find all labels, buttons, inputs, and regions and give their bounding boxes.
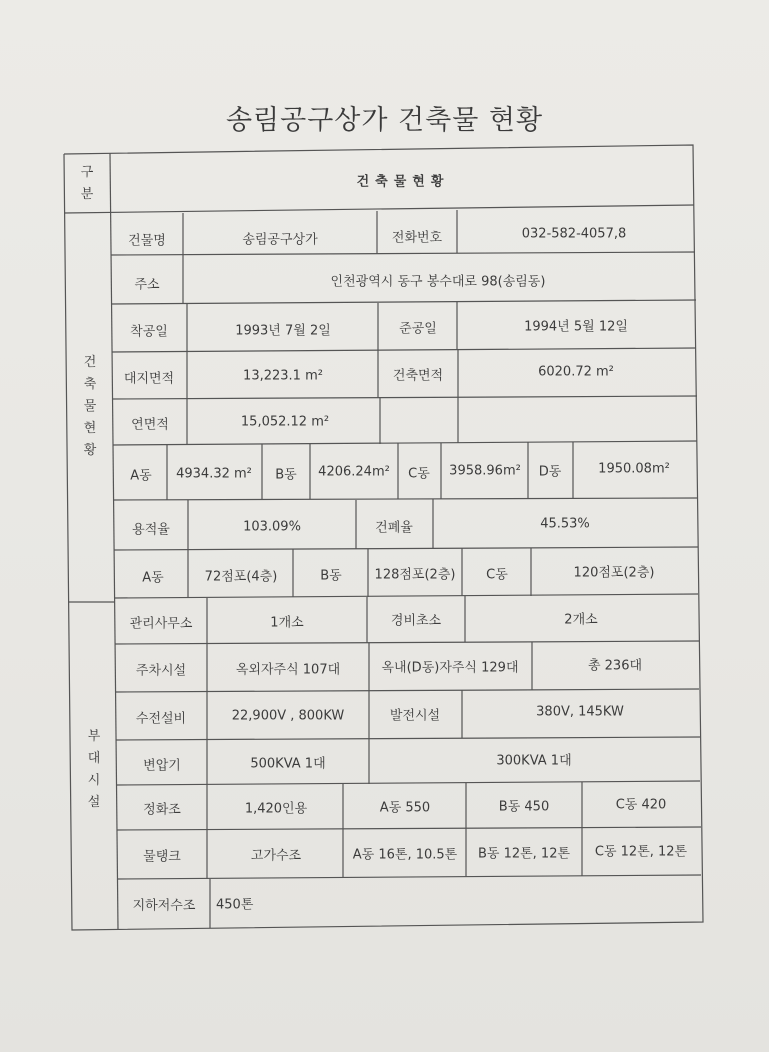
value-site-area: 13,223.1 m²	[243, 368, 323, 384]
value-a-stores: 72점포(4층)	[204, 569, 278, 585]
value-phone: 032-582-4057,8	[521, 226, 627, 242]
value-guard: 2개소	[564, 612, 598, 628]
value-complete-date: 1994년 5월 12일	[524, 319, 628, 335]
value-generator: 380V, 145KW	[536, 704, 624, 720]
label-c-area: C동	[408, 466, 430, 482]
value-power: 22,900V , 800KW	[231, 708, 345, 724]
label-b-area: B동	[275, 467, 297, 483]
value-water-tank-c: C동 12톤, 12톤	[594, 844, 688, 860]
value-parking-outdoor: 옥외자주식 107대	[235, 662, 341, 678]
label-transformer: 변압기	[143, 758, 181, 774]
label-septic: 정화조	[143, 802, 181, 818]
label-office: 관리사무소	[129, 616, 193, 632]
label-water-tank: 물탱크	[143, 849, 181, 865]
label-underground-tank: 지하저수조	[132, 898, 196, 914]
value-a-area: 4934.32 m²	[176, 466, 252, 482]
label-phone: 전화번호	[391, 230, 443, 246]
label-building-area: 건축면적	[392, 368, 444, 384]
side-label-building: 건축물현황	[83, 355, 97, 458]
label-power: 수전설비	[135, 711, 187, 727]
value-water-tank-b: B동 12톤, 12톤	[477, 846, 571, 862]
value-building-name: 송림공구상가	[242, 232, 318, 248]
value-septic-capacity: 1,420인용	[244, 801, 308, 817]
value-septic-a: A동 550	[379, 800, 431, 816]
label-generator: 발전시설	[389, 708, 441, 724]
label-a-area: A동	[130, 468, 152, 484]
label-parking: 주차시설	[135, 663, 187, 679]
value-c-stores: 120점포(2층)	[573, 565, 655, 581]
value-transformer-a: 500KVA 1대	[250, 756, 326, 772]
label-complete-date: 준공일	[399, 321, 437, 337]
value-bcr: 45.53%	[540, 516, 590, 532]
value-septic-b: B동 450	[498, 799, 550, 815]
label-b-stores: B동	[320, 568, 342, 584]
value-septic-c: C동 420	[615, 797, 667, 813]
label-site-area: 대지면적	[123, 371, 175, 387]
value-b-stores: 128점포(2층)	[374, 567, 456, 583]
document-title: 송림공구상가 건축물 현황	[225, 105, 544, 136]
value-water-tank-a: A동 16톤, 10.5톤	[352, 847, 458, 863]
value-parking-total: 총 236대	[587, 658, 643, 674]
value-office: 1개소	[270, 615, 304, 631]
label-guard: 경비초소	[390, 613, 442, 629]
header-gubun: 구분	[80, 165, 94, 202]
side-label-facility: 부대시설	[87, 729, 101, 810]
value-address: 인천광역시 동구 봉수대로 98(송림동)	[330, 274, 546, 290]
value-water-tank-type: 고가수조	[250, 848, 302, 864]
header-section-title: 건축물현황	[356, 174, 450, 190]
label-a-stores: A동	[142, 570, 164, 586]
value-building-area: 6020.72 m²	[538, 364, 614, 380]
label-bcr: 건폐율	[375, 520, 413, 536]
value-underground-tank: 450톤	[216, 897, 254, 913]
value-floor-area: 15,052.12 m²	[240, 414, 330, 430]
label-c-stores: C동	[486, 567, 508, 583]
label-building-name: 건물명	[128, 233, 166, 249]
value-start-date: 1993년 7월 2일	[235, 323, 331, 339]
value-b-area: 4206.24m²	[318, 464, 390, 480]
label-address: 주소	[134, 277, 160, 293]
value-c-area: 3958.96m²	[449, 463, 521, 479]
value-d-area: 1950.08m²	[598, 461, 670, 477]
label-floor-area: 연면적	[131, 417, 169, 433]
value-far: 103.09%	[243, 519, 301, 535]
value-transformer-b: 300KVA 1대	[496, 753, 572, 769]
value-parking-indoor: 옥내(D동)자주식 129대	[381, 660, 519, 676]
label-far: 용적율	[132, 522, 170, 538]
label-start-date: 착공일	[130, 324, 168, 340]
label-d-area: D동	[538, 464, 562, 480]
